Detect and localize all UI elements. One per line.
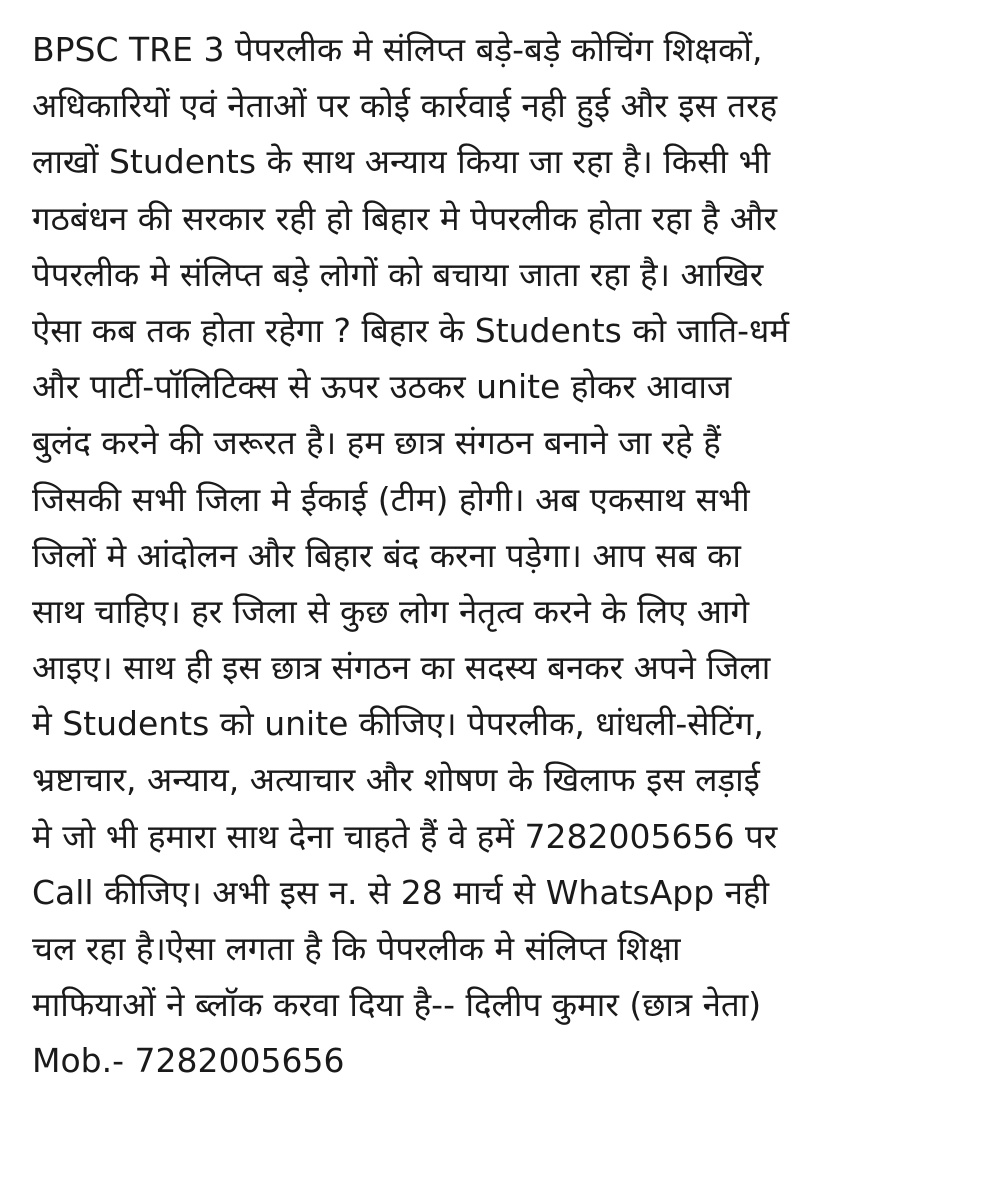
text-line: आइए। साथ ही इस छात्र संगठन का सदस्य बनकर अपने जिला bbox=[32, 648, 771, 688]
text-line: और पार्टी-पॉलिटिक्स से ऊपर उठकर unite होकर आवाज bbox=[32, 367, 732, 407]
text-line: पेपरलीक मे संलिप्त बड़े लोगों को बचाया जाता रहा है। आखिर bbox=[32, 254, 764, 294]
text-line: BPSC TRE 3 पेपरलीक मे संलिप्त बड़े-बड़े कोचिंग शिक्षकों, bbox=[32, 30, 763, 69]
text-line: जिसकी सभी जिला मे ईकाई (टीम) होगी। अब एकसाथ सभी bbox=[32, 479, 750, 519]
text-line: माफियाओं ने ब्लॉक करवा दिया है-- दिलीप कुमार (छात्र नेता) bbox=[32, 985, 762, 1025]
text-line: Call कीजिए। अभी इस न. से 28 मार्च से WhatsApp नही bbox=[32, 872, 770, 912]
notice-text-block bbox=[32, 22, 992, 1090]
text-line: भ्रष्टाचार, अन्याय, अत्याचार और शोषण के खिलाफ इस लड़ाई bbox=[32, 760, 760, 800]
text-line: लाखों Students के साथ अन्याय किया जा रहा है। किसी भी bbox=[32, 142, 771, 182]
text-line: बुलंद करने की जरूरत है। हम छात्र संगठन बनाने जा रहे हैं bbox=[32, 423, 721, 463]
text-line: मे Students को unite कीजिए। पेपरलीक, धांधली-सेटिंग, bbox=[32, 704, 764, 744]
text-line: चल रहा है।ऐसा लगता है कि पेपरलीक मे संलिप्त शिक्षा bbox=[32, 929, 681, 968]
text-line: ऐसा कब तक होता रहेगा ? बिहार के Students को जाति-धर्म bbox=[32, 310, 790, 350]
text-line: गठबंधन की सरकार रही हो बिहार मे पेपरलीक होता रहा है और bbox=[32, 198, 778, 238]
text-line: मे जो भी हमारा साथ देना चाहते हैं वे हमें 7282005656 पर bbox=[32, 816, 778, 856]
text-line: साथ चाहिए। हर जिला से कुछ लोग नेतृत्व करने के लिए आगे bbox=[32, 591, 750, 631]
text-line: अधिकारियों एवं नेताओं पर कोई कार्रवाई नही हुई और इस तरह bbox=[32, 86, 778, 126]
mobile-number-line: Mob.- 7282005656 bbox=[32, 1041, 345, 1081]
text-line: जिलों मे आंदोलन और बिहार बंद करना पड़ेगा। आप सब का bbox=[32, 535, 741, 575]
